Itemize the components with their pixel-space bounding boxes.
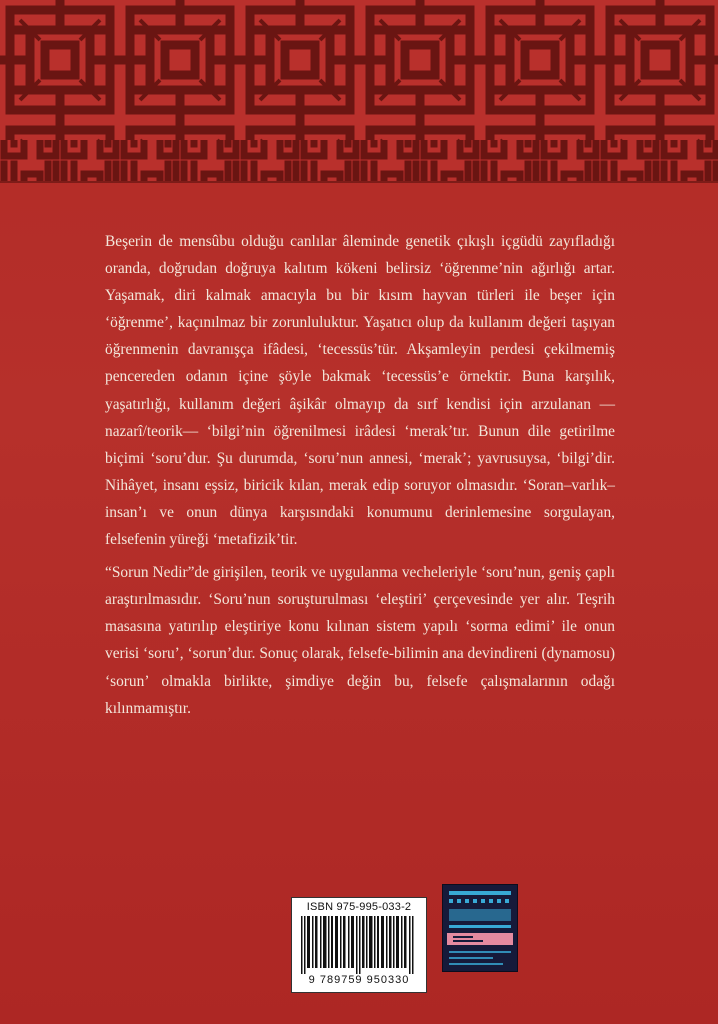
kufic-calligraphy-pattern-icon xyxy=(0,0,718,183)
barcode-digits: 9 789759 950330 xyxy=(308,974,410,986)
back-cover-blurb xyxy=(105,228,615,722)
publisher-logo-icon xyxy=(442,884,518,972)
blurb-paragraph-1: Beşerin de mensûbu olduğu canlılar âleminde genetik çıkışlı içgüdü zayıfladığı oranda, doğrudan doğruya kalıtım kökeni belirsiz ‘öğrenme’nin ağırlığı artar. Yaşamak, diri kalmak amacıyla bu bir kısım hayvan türleri ile beşer için ‘öğrenme’, kaçınılmaz bir zorunluluktur. Yaşatıcı olup da kullanım değeri taşıyan öğrenmenin davranışça ifâdesi, ‘tecessüs’tür. Akşamleyin perdesi çekilmemiş pencereden odanın içine şöyle bakmak ‘tecessüs’e örnektir. Buna karşılık, yaşatırlığı, kullanım değeri âşikâr olmayıp da sırf kendisi için arzulanan —nazarî/teorik— ‘bilgi’nin öğrenilmesi irâdesi ‘merak’tır. Bunun dile getirilme biçimi ‘soru’dur. Şu durumda, ‘soru’nun annesi, ‘merak’; yavrusuysa, ‘bilgi’dir. Nihâyet, insanı eşsiz, biricik kılan, merak edip soruyor olmasıdır. ‘Soran–varlık–insan’ı ve onun dünya karşısındaki konumunu derinlemesine sorgulayan, felsefenin yüreği ‘metafizik’tir. xyxy=(105,233,615,549)
isbn-number: ISBN 975-995-033-2 xyxy=(306,901,412,913)
barcode-icon xyxy=(301,916,417,974)
isbn-barcode-label xyxy=(291,897,427,993)
blurb-paragraph-2: “Sorun Nedir”de girişilen, teorik ve uygulanma vecheleriyle ‘soru’nun, geniş çaplı araştırılmasıdır. ‘Soru’nun soruşturulması ‘eleştiri’ çerçevesinde yer alır. Teşrih masasına yatırılıp eleştiriye konu kılınan sistem yapılı ‘sorma edimi’ ile onun verisi ‘soru’, ‘sorun’dur. Sonuç olarak, felsefe-bilimin ana devindireni (dynamosu) ‘sorun’ olmakla birlikte, şimdiye değin bu, felsefe çalışmalarının odağı kılınmamıştır. xyxy=(105,564,615,717)
